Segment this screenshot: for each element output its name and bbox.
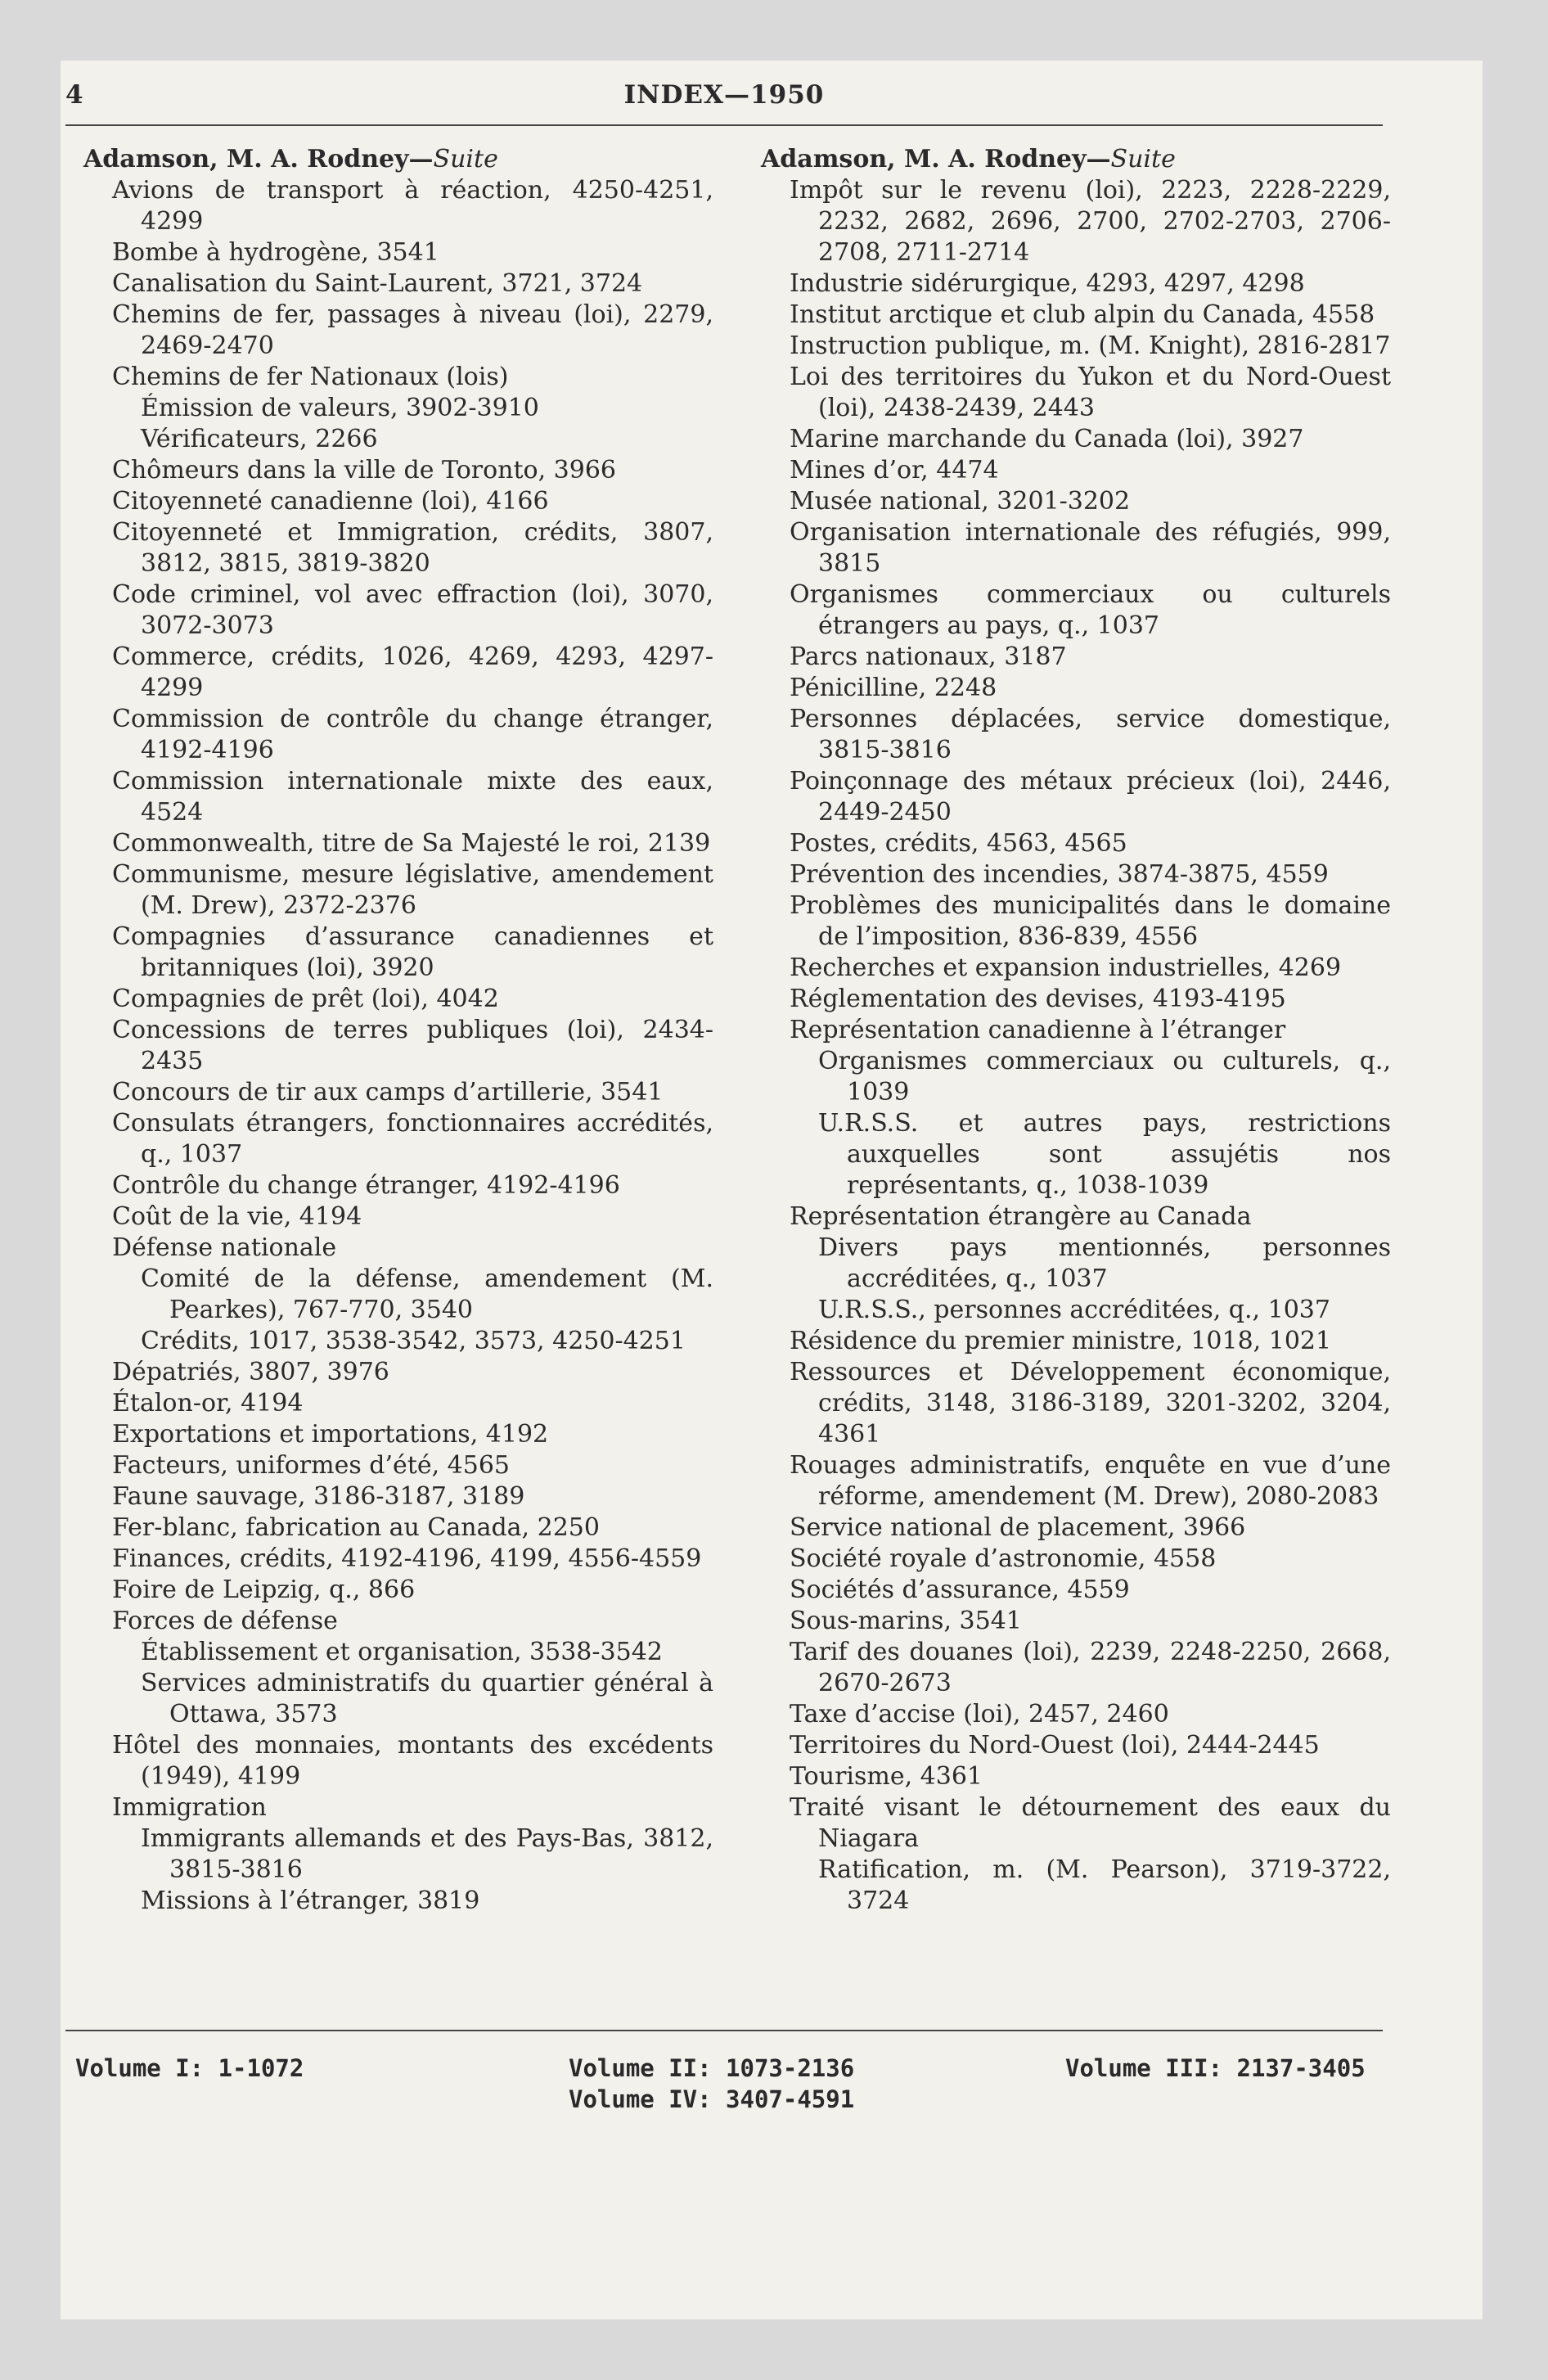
index-subentry: Services administratifs du quartier général à Ottawa, 3573	[141, 1669, 713, 1729]
index-entry: Organismes commerciaux ou culturels étrangers au pays, q., 1037	[790, 580, 1391, 640]
index-entry: Industrie sidérurgique, 4293, 4297, 4298	[790, 269, 1305, 298]
index-entry: Fer-blanc, fabrication au Canada, 2250	[112, 1513, 600, 1542]
index-entry: Ressources et Développement économique, crédits, 3148, 3186-3189, 3201-3202, 3204, 4361	[790, 1358, 1391, 1449]
index-entry: Sociétés d’assurance, 4559	[790, 1575, 1130, 1604]
index-entry: Organisation internationale des réfugiés, 999, 3815	[790, 518, 1391, 578]
index-entry: Commonwealth, titre de Sa Majesté le roi, 2139	[112, 829, 711, 858]
index-entry: Contrôle du change étranger, 4192-4196	[112, 1171, 620, 1200]
index-entry: Commission internationale mixte des eaux, 4524	[112, 767, 713, 827]
index-entry: Poinçonnage des métaux précieux (loi), 2446, 2449-2450	[790, 767, 1391, 827]
page-title: INDEX—1950	[623, 80, 825, 110]
index-entry: Sous-marins, 3541	[790, 1607, 1022, 1635]
volume-refs-2-4	[569, 2053, 854, 2115]
index-entry: Parcs nationaux, 3187	[790, 642, 1067, 671]
index-entry: Tarif des douanes (loi), 2239, 2248-2250, 2668, 2670-2673	[790, 1638, 1391, 1697]
volume-ref-3: Volume III: 2137-3405	[1065, 2054, 1366, 2082]
volume-ref-1: Volume I: 1-1072	[75, 2054, 304, 2082]
index-entry: Exportations et importations, 4192	[112, 1420, 549, 1449]
index-subentry: Vérificateurs, 2266	[141, 425, 378, 453]
index-entry: Problèmes des municipalités dans le domaine de l’imposition, 836-839, 4556	[790, 891, 1391, 951]
index-entry: Résidence du premier ministre, 1018, 1021	[790, 1327, 1332, 1355]
index-entry: Commission de contrôle du change étranger, 4192-4196	[112, 705, 713, 764]
index-subentry: U.R.S.S., personnes accréditées, q., 1037	[818, 1296, 1330, 1324]
index-subentry: Missions à l’étranger, 3819	[141, 1886, 480, 1915]
index-entry: Chemins de fer, passages à niveau (loi), 2279, 2469-2470	[112, 300, 713, 360]
index-entry: Personnes déplacées, service domestique, 3815-3816	[790, 705, 1391, 764]
index-entry: Tourisme, 4361	[790, 1762, 983, 1791]
index-entry: Prévention des incendies, 3874-3875, 4559	[790, 860, 1329, 889]
index-entry: Code criminel, vol avec effraction (loi), 3070, 3072-3073	[112, 580, 713, 640]
index-entry: Finances, crédits, 4192-4196, 4199, 4556-4559	[112, 1544, 702, 1573]
volume-ref-2: Volume II: 1073-2136	[569, 2054, 855, 2082]
index-subentry: Établissement et organisation, 3538-3542	[141, 1638, 663, 1666]
heading-name: Adamson, M. A. Rodney—	[761, 145, 1111, 174]
index-entry: Compagnies de prêt (loi), 4042	[112, 985, 499, 1013]
index-entry: Hôtel des monnaies, montants des excédents (1949), 4199	[112, 1731, 713, 1791]
volume-ref-4: Volume IV: 3407-4591	[569, 2085, 855, 2113]
index-entry: Faune sauvage, 3186-3187, 3189	[112, 1482, 525, 1511]
index-subentry: Divers pays mentionnés, personnes accréditées, q., 1037	[818, 1233, 1391, 1293]
index-entry: Musée national, 3201-3202	[790, 487, 1131, 516]
index-subentry: Ratification, m. (M. Pearson), 3719-3722, 3724	[818, 1855, 1391, 1915]
index-entry: Défense nationale	[112, 1233, 337, 1262]
index-entry: Chômeurs dans la ville de Toronto, 3966	[112, 456, 617, 485]
index-entry: Recherches et expansion industrielles, 4269	[790, 953, 1342, 982]
page-number: 4	[65, 80, 83, 110]
heading-name: Adamson, M. A. Rodney—	[83, 145, 434, 174]
index-entry: Traité visant le détournement des eaux du Niagara	[790, 1793, 1391, 1853]
index-subentry: Organismes commerciaux ou culturels, q., 1039	[818, 1047, 1391, 1107]
index-subentry: Émission de valeurs, 3902-3910	[141, 394, 539, 422]
index-subentry: Crédits, 1017, 3538-3542, 3573, 4250-4251	[141, 1327, 686, 1355]
index-entry: Avions de transport à réaction, 4250-4251, 4299	[112, 176, 713, 236]
index-entry: Citoyenneté et Immigration, crédits, 3807, 3812, 3815, 3819-3820	[112, 518, 713, 578]
index-entry: Commerce, crédits, 1026, 4269, 4293, 4297-4299	[112, 642, 713, 702]
index-entry: Citoyenneté canadienne (loi), 4166	[112, 487, 549, 516]
index-entry: Institut arctique et club alpin du Canada, 4558	[790, 300, 1375, 329]
heading-suffix: Suite	[433, 145, 498, 174]
index-entry: Rouages administratifs, enquête en vue d’une réforme, amendement (M. Drew), 2080-2083	[790, 1451, 1391, 1511]
index-entry: Société royale d’astronomie, 4558	[790, 1544, 1217, 1573]
index-entry: Consulats étrangers, fonctionnaires accrédités, q., 1037	[112, 1109, 713, 1169]
index-entry: Concessions de terres publiques (loi), 2434-2435	[112, 1016, 713, 1075]
entry-heading	[83, 144, 713, 175]
index-entry: Dépatriés, 3807, 3976	[112, 1358, 389, 1386]
index-entry: Bombe à hydrogène, 3541	[112, 238, 439, 267]
index-entry: Concours de tir aux camps d’artillerie, 3541	[112, 1078, 664, 1107]
index-entry: Étalon-or, 4194	[112, 1389, 304, 1418]
index-entry: Taxe d’accise (loi), 2457, 2460	[790, 1700, 1169, 1729]
index-entry: Service national de placement, 3966	[790, 1513, 1246, 1542]
index-entry: Postes, crédits, 4563, 4565	[790, 829, 1127, 858]
index-entry: Territoires du Nord-Ouest (loi), 2444-2445	[790, 1731, 1320, 1760]
index-entry: Compagnies d’assurance canadiennes et britanniques (loi), 3920	[112, 922, 713, 982]
index-entry: Impôt sur le revenu (loi), 2223, 2228-2229, 2232, 2682, 2696, 2700, 2702-2703, 2706-2708, 2711-2714	[790, 176, 1391, 267]
index-entry: Facteurs, uniformes d’été, 4565	[112, 1451, 511, 1480]
index-entry: Représentation étrangère au Canada	[790, 1202, 1252, 1231]
index-entry: Marine marchande du Canada (loi), 3927	[790, 425, 1304, 453]
index-entry: Immigration	[112, 1793, 267, 1822]
index-entry: Pénicilline, 2248	[790, 674, 997, 702]
index-subentry: Comité de la défense, amendement (M. Pearkes), 767-770, 3540	[141, 1264, 713, 1324]
index-subentry: U.R.S.S. et autres pays, restrictions auxquelles sont assujétis nos représentants, q., 1038-1039	[818, 1109, 1391, 1200]
index-entry: Canalisation du Saint-Laurent, 3721, 3724	[112, 269, 643, 298]
left-column	[83, 144, 713, 1917]
index-entry: Foire de Leipzig, q., 866	[112, 1575, 416, 1604]
index-entry: Communisme, mesure législative, amendement (M. Drew), 2372-2376	[112, 860, 713, 920]
footer-divider	[65, 2030, 1383, 2031]
left-entry-list	[83, 175, 713, 1917]
right-column	[761, 144, 1391, 1917]
page-header	[65, 80, 1383, 129]
index-entry: Représentation canadienne à l’étranger	[790, 1016, 1286, 1044]
entry-heading	[761, 144, 1391, 175]
index-entry: Chemins de fer Nationaux (lois)	[112, 363, 509, 391]
index-entry: Réglementation des devises, 4193-4195	[790, 985, 1286, 1013]
header-divider	[65, 124, 1383, 126]
right-entry-list	[761, 175, 1391, 1917]
index-entry: Coût de la vie, 4194	[112, 1202, 362, 1231]
index-entry: Loi des territoires du Yukon et du Nord-Ouest (loi), 2438-2439, 2443	[790, 363, 1391, 422]
heading-suffix: Suite	[1110, 145, 1176, 174]
index-entry: Instruction publique, m. (M. Knight), 2816-2817	[790, 331, 1391, 360]
index-entry: Mines d’or, 4474	[790, 456, 999, 485]
index-entry: Forces de défense	[112, 1607, 338, 1635]
index-subentry: Immigrants allemands et des Pays-Bas, 3812, 3815-3816	[141, 1824, 713, 1884]
